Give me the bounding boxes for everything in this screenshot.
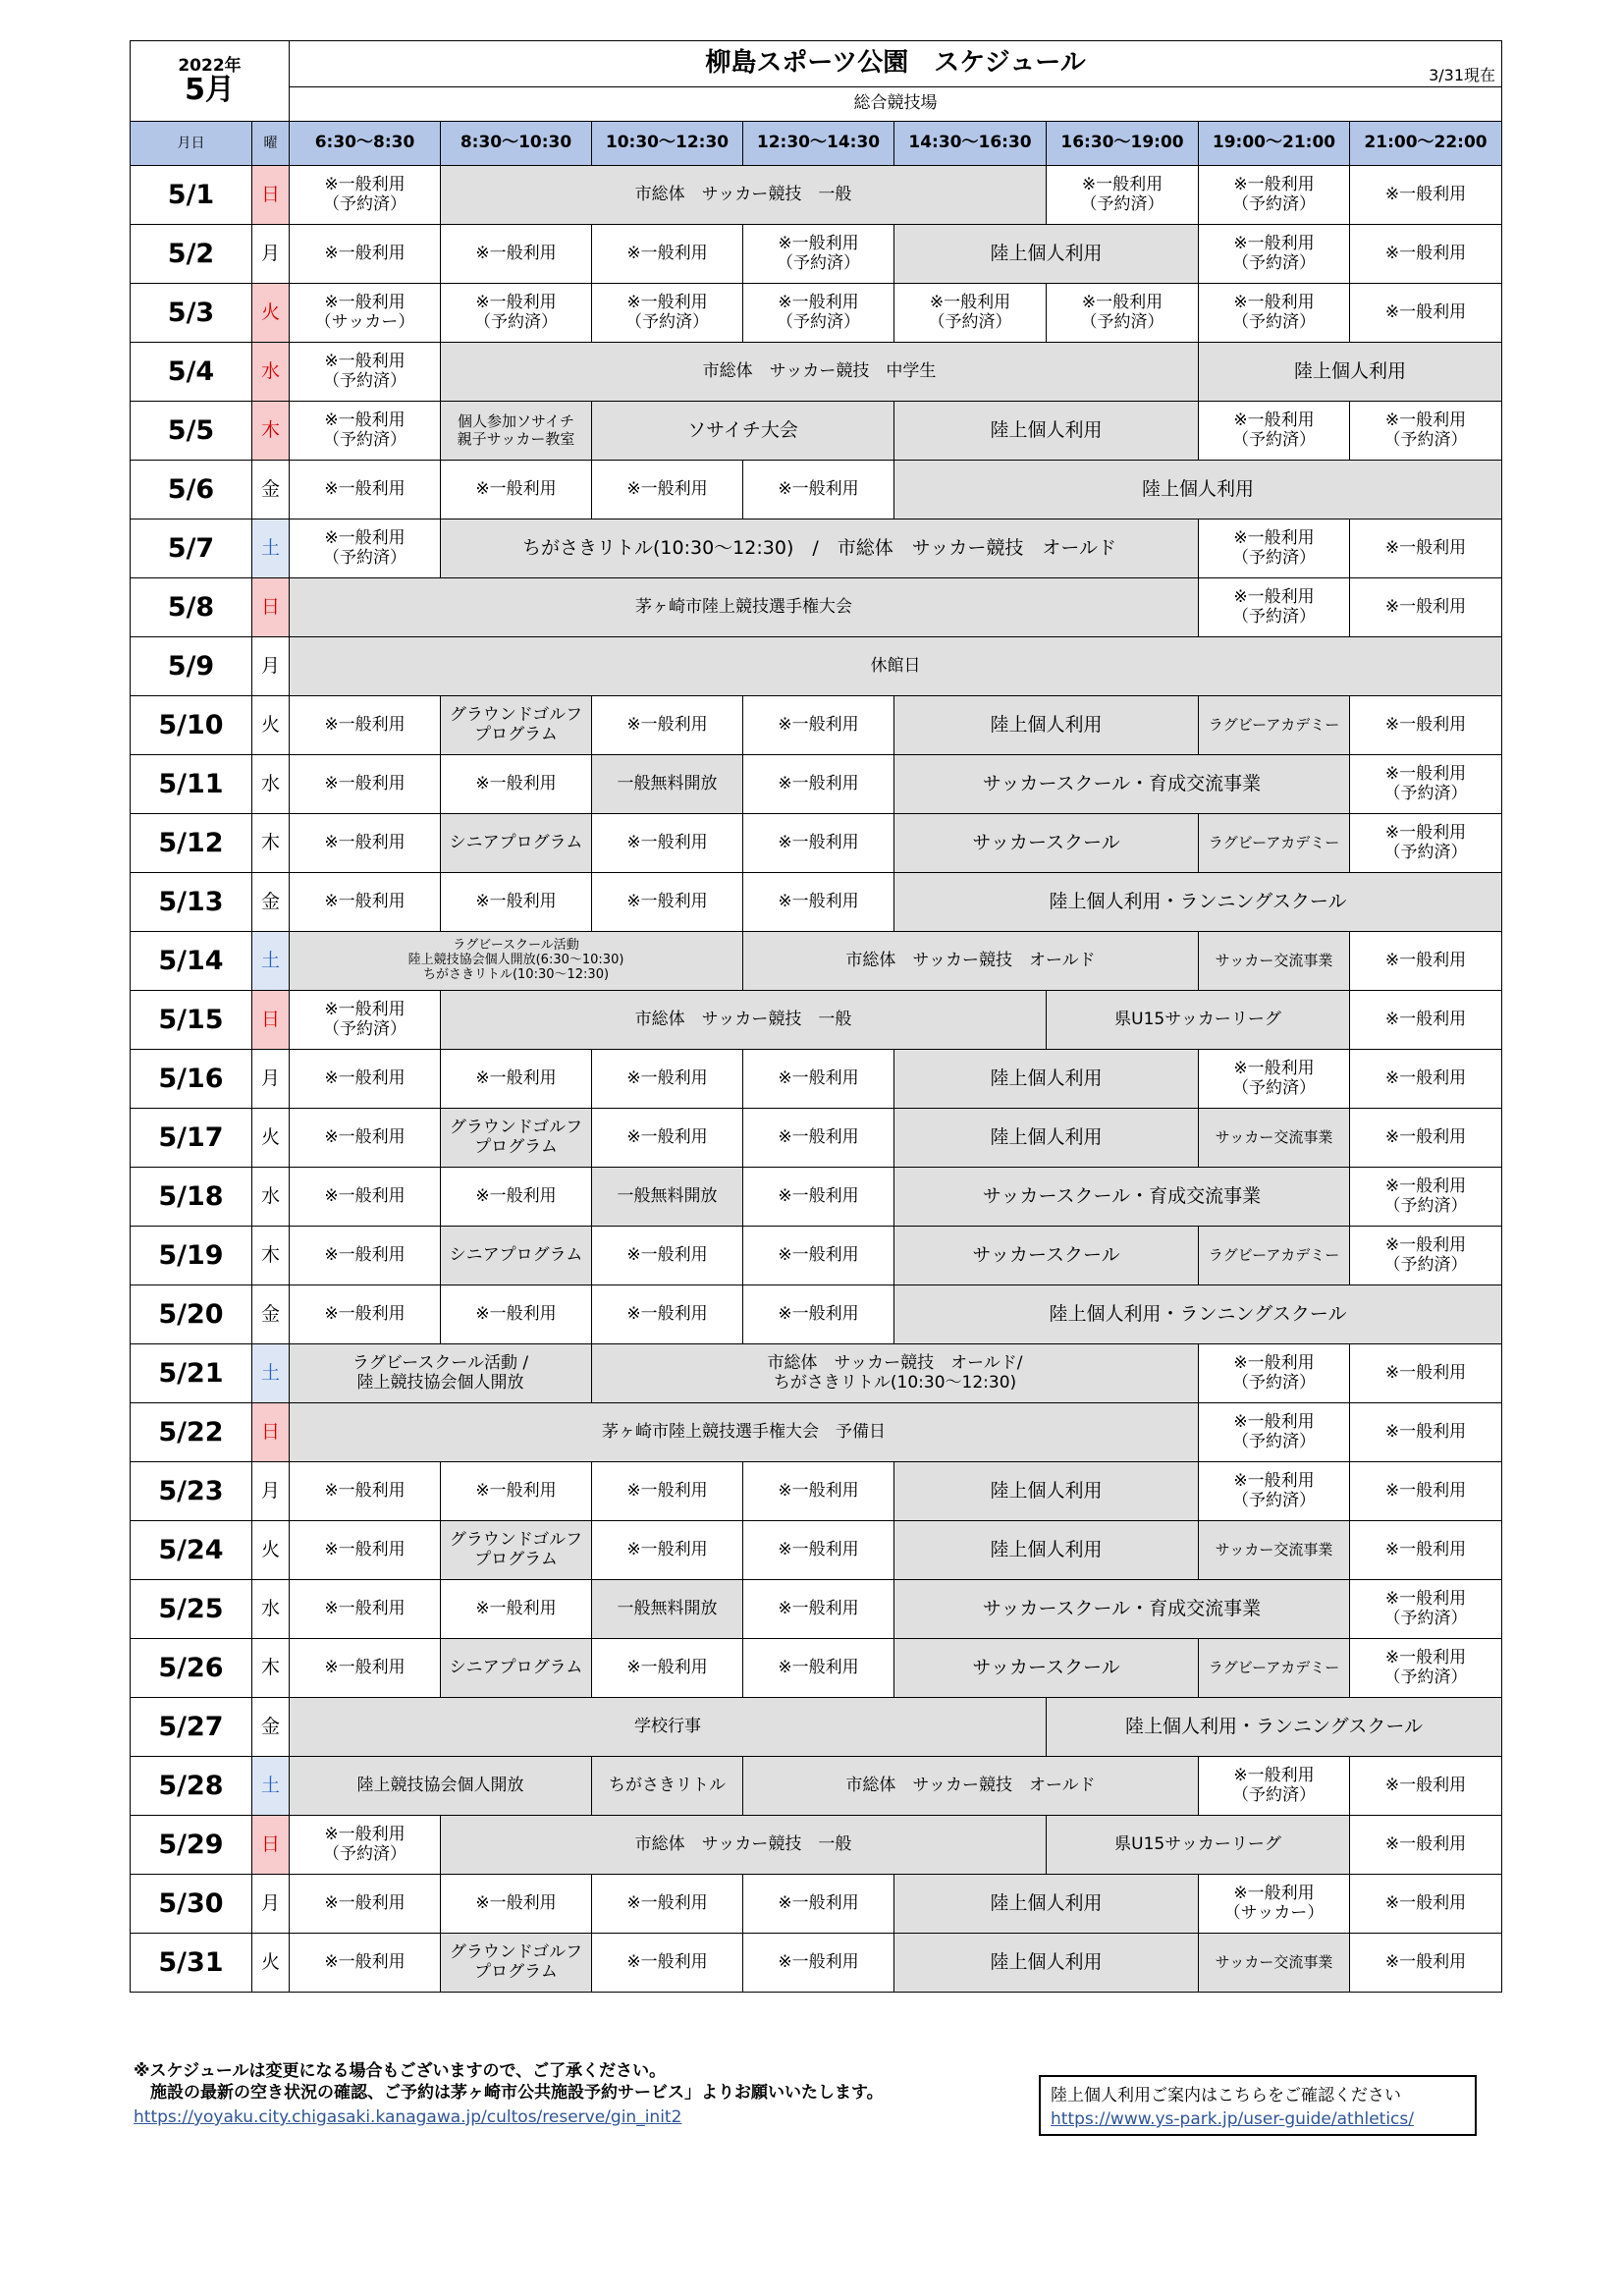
column-header-row [131, 122, 1502, 166]
slot-cell: ※一般利用 [743, 1050, 894, 1109]
slot-cell: ※一般利用 [1350, 225, 1502, 284]
event-cell: 市総体 サッカー競技 一般 [441, 1816, 1047, 1875]
schedule-row [131, 1698, 1502, 1757]
slot-cell: ※一般利用 [1350, 578, 1502, 637]
event-cell: 陸上個人利用 [894, 1934, 1199, 1993]
event-cell: 一般無料開放 [592, 1168, 743, 1227]
weekday-cell: 土 [252, 1757, 290, 1816]
date-cell: 5/21 [131, 1344, 252, 1403]
event-cell: サッカースクール・育成交流事業 [894, 1580, 1350, 1639]
slot-cell: ※一般利用 [592, 1462, 743, 1521]
slot-cell: ※一般利用 [441, 1875, 592, 1934]
slot-cell: ※一般利用 [592, 1875, 743, 1934]
schedule-row [131, 696, 1502, 755]
weekday-cell: 月 [252, 1050, 290, 1109]
date-cell: 5/25 [131, 1580, 252, 1639]
schedule-row [131, 873, 1502, 932]
schedule-row [131, 637, 1502, 696]
schedule-table [130, 40, 1502, 1993]
schedule-row [131, 1934, 1502, 1993]
event-cell: サッカー交流事業 [1199, 932, 1350, 991]
weekday-cell: 金 [252, 1698, 290, 1757]
schedule-row [131, 991, 1502, 1050]
weekday-cell: 土 [252, 1344, 290, 1403]
slot-cell: ※一般利用 [592, 1227, 743, 1285]
slot-cell: ※一般利用 （予約済） [1199, 166, 1350, 225]
slot-cell: ※一般利用 （予約済） [1199, 578, 1350, 637]
slot-cell: ※一般利用 [1350, 1875, 1502, 1934]
footer-notes [134, 2060, 1056, 2104]
slot-cell: ※一般利用 [592, 873, 743, 932]
slot-cell: ※一般利用 [290, 696, 441, 755]
slot-cell: ※一般利用 （予約済） [894, 284, 1047, 343]
weekday-cell: 木 [252, 1227, 290, 1285]
weekday-cell: 日 [252, 578, 290, 637]
event-cell: ラグビースクール活動 陸上競技協会個人開放(6:30～10:30) ちがさきリトル(10:30～12:30) [290, 932, 743, 991]
event-cell: ラグビーアカデミー [1199, 814, 1350, 873]
date-cell: 5/17 [131, 1109, 252, 1168]
slot-cell: ※一般利用 [1350, 932, 1502, 991]
weekday-cell: 月 [252, 1875, 290, 1934]
as-of-date: 3/31現在 [1429, 65, 1496, 84]
column-header-slot: 12:30～14:30 [743, 122, 894, 166]
slot-cell: ※一般利用 [1350, 1403, 1502, 1462]
slot-cell: ※一般利用 [290, 1639, 441, 1698]
event-cell: 茅ヶ崎市陸上競技選手権大会 [290, 578, 1199, 637]
event-cell: 陸上個人利用 [894, 1521, 1199, 1580]
event-cell: ラグビースクール活動 / 陸上競技協会個人開放 [290, 1344, 592, 1403]
event-cell: 一般無料開放 [592, 755, 743, 814]
weekday-cell: 日 [252, 166, 290, 225]
event-cell: サッカー交流事業 [1199, 1109, 1350, 1168]
schedule-row [131, 461, 1502, 519]
slot-cell: ※一般利用 [290, 225, 441, 284]
schedule-row [131, 284, 1502, 343]
year-label: 2022年 [178, 56, 242, 77]
event-cell: グラウンドゴルフ プログラム [441, 1109, 592, 1168]
slot-cell: ※一般利用 （予約済） [290, 343, 441, 402]
schedule-row [131, 1462, 1502, 1521]
event-cell: シニアプログラム [441, 1227, 592, 1285]
slot-cell: ※一般利用 （予約済） [743, 284, 894, 343]
slot-cell: ※一般利用 [290, 1580, 441, 1639]
event-cell: 陸上個人利用・ランニングスクール [894, 1285, 1502, 1344]
month-label: 5月 [185, 72, 235, 107]
slot-cell: ※一般利用 [743, 696, 894, 755]
date-cell: 5/26 [131, 1639, 252, 1698]
event-cell: 陸上個人利用 [894, 1875, 1199, 1934]
date-cell: 5/4 [131, 343, 252, 402]
date-cell: 5/23 [131, 1462, 252, 1521]
slot-cell: ※一般利用 [743, 873, 894, 932]
column-header-slot: 6:30～8:30 [290, 122, 441, 166]
event-cell: 陸上個人利用 [894, 1109, 1199, 1168]
slot-cell: ※一般利用 [592, 814, 743, 873]
weekday-cell: 火 [252, 696, 290, 755]
slot-cell: ※一般利用 [441, 1580, 592, 1639]
event-cell: サッカースクール [894, 1227, 1199, 1285]
slot-cell: ※一般利用 [743, 1168, 894, 1227]
schedule-row [131, 1875, 1502, 1934]
slot-cell: ※一般利用 [441, 1168, 592, 1227]
column-header-slot: 16:30～19:00 [1047, 122, 1199, 166]
column-header-slot: 21:00～22:00 [1350, 122, 1502, 166]
date-cell: 5/14 [131, 932, 252, 991]
date-cell: 5/31 [131, 1934, 252, 1993]
schedule-row [131, 519, 1502, 578]
slot-cell: ※一般利用 [743, 1109, 894, 1168]
title-row [131, 41, 1502, 87]
schedule-row [131, 166, 1502, 225]
slot-cell: ※一般利用 [290, 1050, 441, 1109]
slot-cell: ※一般利用 [1350, 1521, 1502, 1580]
slot-cell: ※一般利用 [743, 1875, 894, 1934]
schedule-row [131, 402, 1502, 461]
date-cell: 5/10 [131, 696, 252, 755]
slot-cell: ※一般利用 [743, 755, 894, 814]
date-cell: 5/19 [131, 1227, 252, 1285]
slot-cell: ※一般利用 [290, 1109, 441, 1168]
slot-cell: ※一般利用 （サッカー） [290, 284, 441, 343]
event-cell: グラウンドゴルフ プログラム [441, 696, 592, 755]
weekday-cell: 土 [252, 932, 290, 991]
event-cell: 茅ヶ崎市陸上競技選手権大会 予備日 [290, 1403, 1199, 1462]
column-header-slot: 19:00～21:00 [1199, 122, 1350, 166]
slot-cell: ※一般利用 [441, 1285, 592, 1344]
schedule-row [131, 1050, 1502, 1109]
date-cell: 5/28 [131, 1757, 252, 1816]
event-cell: 市総体 サッカー競技 一般 [441, 991, 1047, 1050]
slot-cell: ※一般利用 （予約済） [1199, 225, 1350, 284]
slot-cell: ※一般利用 （予約済） [1199, 1757, 1350, 1816]
weekday-cell: 水 [252, 1580, 290, 1639]
event-cell: サッカースクール [894, 1639, 1199, 1698]
slot-cell: ※一般利用 [743, 1521, 894, 1580]
slot-cell: ※一般利用 （予約済） [1350, 1227, 1502, 1285]
slot-cell: ※一般利用 [592, 225, 743, 284]
slot-cell: ※一般利用 （予約済） [290, 166, 441, 225]
weekday-cell: 木 [252, 402, 290, 461]
event-cell: 市総体 サッカー競技 中学生 [441, 343, 1199, 402]
event-cell: 陸上個人利用・ランニングスクール [894, 873, 1502, 932]
slot-cell: ※一般利用 （サッカー） [1199, 1875, 1350, 1934]
slot-cell: ※一般利用 （予約済） [743, 225, 894, 284]
event-cell: 市総体 サッカー競技 オールド [743, 932, 1199, 991]
slot-cell: ※一般利用 （予約済） [1350, 814, 1502, 873]
schedule-row [131, 1403, 1502, 1462]
column-header-slot: 14:30～16:30 [894, 122, 1047, 166]
date-cell: 5/9 [131, 637, 252, 696]
slot-cell: ※一般利用 （予約済） [1199, 402, 1350, 461]
weekday-cell: 水 [252, 1168, 290, 1227]
event-cell: 陸上個人利用・ランニングスクール [1047, 1698, 1502, 1757]
slot-cell: ※一般利用 [1350, 284, 1502, 343]
date-cell: 5/2 [131, 225, 252, 284]
event-cell: サッカースクール [894, 814, 1199, 873]
date-cell: 5/16 [131, 1050, 252, 1109]
slot-cell: ※一般利用 [592, 1109, 743, 1168]
slot-cell: ※一般利用 [743, 461, 894, 519]
weekday-cell: 木 [252, 1639, 290, 1698]
weekday-cell: 日 [252, 1403, 290, 1462]
event-cell: 一般無料開放 [592, 1580, 743, 1639]
slot-cell: ※一般利用 [743, 1639, 894, 1698]
weekday-cell: 火 [252, 1109, 290, 1168]
date-cell: 5/6 [131, 461, 252, 519]
schedule-row [131, 225, 1502, 284]
slot-cell: ※一般利用 [592, 461, 743, 519]
schedule-row [131, 1285, 1502, 1344]
slot-cell: ※一般利用 [290, 461, 441, 519]
weekday-cell: 月 [252, 225, 290, 284]
slot-cell: ※一般利用 [441, 1050, 592, 1109]
slot-cell: ※一般利用 [1350, 1816, 1502, 1875]
note-line-2: 施設の最新の空き状況の確認、ご予約は茅ヶ崎市公共施設予約サービス」よりお願いいたします。 [134, 2083, 884, 2104]
slot-cell: ※一般利用 （予約済） [1199, 1462, 1350, 1521]
slot-cell: ※一般利用 [743, 1580, 894, 1639]
slot-cell: ※一般利用 （予約済） [1350, 1639, 1502, 1698]
event-cell: 学校行事 [290, 1698, 1047, 1757]
event-cell: シニアプログラム [441, 1639, 592, 1698]
slot-cell: ※一般利用 [592, 1934, 743, 1993]
date-cell: 5/12 [131, 814, 252, 873]
slot-cell: ※一般利用 （予約済） [1350, 1580, 1502, 1639]
slot-cell: ※一般利用 [592, 1521, 743, 1580]
event-cell: 県U15サッカーリーグ [1047, 991, 1350, 1050]
slot-cell: ※一般利用 （予約済） [1047, 166, 1199, 225]
slot-cell: ※一般利用 [1350, 991, 1502, 1050]
weekday-cell: 木 [252, 814, 290, 873]
slot-cell: ※一般利用 [441, 873, 592, 932]
slot-cell: ※一般利用 （予約済） [290, 402, 441, 461]
note-line-1: ※スケジュールは変更になる場合もございますので、ご了承ください。 [134, 2061, 667, 2081]
weekday-cell: 金 [252, 873, 290, 932]
date-cell: 5/18 [131, 1168, 252, 1227]
weekday-cell: 水 [252, 755, 290, 814]
weekday-cell: 金 [252, 1285, 290, 1344]
slot-cell: ※一般利用 （予約済） [1350, 402, 1502, 461]
weekday-cell: 土 [252, 519, 290, 578]
event-cell: ラグビーアカデミー [1199, 1227, 1350, 1285]
event-cell: ソサイチ大会 [592, 402, 894, 461]
schedule-row [131, 1109, 1502, 1168]
weekday-cell: 火 [252, 1521, 290, 1580]
slot-cell: ※一般利用 [290, 1227, 441, 1285]
year-month-cell [131, 41, 290, 122]
slot-cell: ※一般利用 [290, 1934, 441, 1993]
slot-cell: ※一般利用 （予約済） [290, 991, 441, 1050]
date-cell: 5/8 [131, 578, 252, 637]
event-cell: 陸上個人利用 [894, 402, 1199, 461]
weekday-cell: 水 [252, 343, 290, 402]
event-cell: 市総体 サッカー競技 オールド/ ちがさきリトル(10:30～12:30) [592, 1344, 1199, 1403]
slot-cell: ※一般利用 [1350, 1109, 1502, 1168]
event-cell: 陸上個人利用 [894, 225, 1199, 284]
slot-cell: ※一般利用 [441, 1462, 592, 1521]
slot-cell: ※一般利用 （予約済） [1350, 755, 1502, 814]
event-cell: 陸上個人利用 [894, 1462, 1199, 1521]
column-header-slot: 8:30～10:30 [441, 122, 592, 166]
event-cell: 市総体 サッカー競技 一般 [441, 166, 1047, 225]
event-cell: ラグビーアカデミー [1199, 1639, 1350, 1698]
date-cell: 5/15 [131, 991, 252, 1050]
slot-cell: ※一般利用 [743, 1934, 894, 1993]
date-cell: 5/29 [131, 1816, 252, 1875]
event-cell: 陸上個人利用 [894, 1050, 1199, 1109]
date-cell: 5/5 [131, 402, 252, 461]
slot-cell: ※一般利用 [441, 461, 592, 519]
event-cell: ちがさきリトル [592, 1757, 743, 1816]
slot-cell: ※一般利用 （予約済） [1199, 284, 1350, 343]
weekday-cell: 火 [252, 1934, 290, 1993]
weekday-cell: 月 [252, 1462, 290, 1521]
column-header-date: 月日 [131, 122, 252, 166]
event-cell: グラウンドゴルフ プログラム [441, 1934, 592, 1993]
schedule-row [131, 755, 1502, 814]
schedule-row [131, 932, 1502, 991]
column-header-dow: 曜 [252, 122, 290, 166]
schedule-row [131, 1816, 1502, 1875]
schedule-row [131, 1639, 1502, 1698]
athletics-info-text: 陸上個人利用ご案内はこちらをご確認ください [1051, 2086, 1401, 2105]
page-title: 柳島スポーツ公園 スケジュール [705, 48, 1086, 79]
event-cell: シニアプログラム [441, 814, 592, 873]
schedule-row [131, 1757, 1502, 1816]
schedule-row [131, 1227, 1502, 1285]
slot-cell: ※一般利用 [441, 755, 592, 814]
slot-cell: ※一般利用 [743, 1462, 894, 1521]
schedule-row [131, 1344, 1502, 1403]
weekday-cell: 月 [252, 637, 290, 696]
athletics-info-box [1039, 2075, 1477, 2136]
slot-cell: ※一般利用 （予約済） [1199, 519, 1350, 578]
slot-cell: ※一般利用 （予約済） [290, 519, 441, 578]
reservation-link[interactable]: https://yoyaku.city.chigasaki.kanagawa.jp/cultos/reserve/gin_init2 [134, 2107, 682, 2127]
event-cell: サッカースクール・育成交流事業 [894, 755, 1350, 814]
event-cell: 陸上競技協会個人開放 [290, 1757, 592, 1816]
slot-cell: ※一般利用 [1350, 1462, 1502, 1521]
slot-cell: ※一般利用 [1350, 1344, 1502, 1403]
slot-cell: ※一般利用 [1350, 166, 1502, 225]
slot-cell: ※一般利用 [290, 1285, 441, 1344]
slot-cell: ※一般利用 （予約済） [1350, 1168, 1502, 1227]
weekday-cell: 火 [252, 284, 290, 343]
slot-cell: ※一般利用 （予約済） [592, 284, 743, 343]
venue-row [131, 87, 1502, 122]
slot-cell: ※一般利用 [1350, 1050, 1502, 1109]
event-cell: 休館日 [290, 637, 1502, 696]
schedule-row [131, 578, 1502, 637]
date-cell: 5/24 [131, 1521, 252, 1580]
schedule-row [131, 343, 1502, 402]
event-cell: グラウンドゴルフ プログラム [441, 1521, 592, 1580]
title-cell [290, 41, 1502, 87]
slot-cell: ※一般利用 [290, 755, 441, 814]
slot-cell: ※一般利用 [290, 1875, 441, 1934]
date-cell: 5/3 [131, 284, 252, 343]
event-cell: ラグビーアカデミー [1199, 696, 1350, 755]
slot-cell: ※一般利用 [1350, 696, 1502, 755]
date-cell: 5/30 [131, 1875, 252, 1934]
slot-cell: ※一般利用 [592, 696, 743, 755]
slot-cell: ※一般利用 [743, 1285, 894, 1344]
slot-cell: ※一般利用 [290, 1521, 441, 1580]
slot-cell: ※一般利用 [290, 1168, 441, 1227]
slot-cell: ※一般利用 （予約済） [1199, 1403, 1350, 1462]
date-cell: 5/7 [131, 519, 252, 578]
slot-cell: ※一般利用 [743, 814, 894, 873]
event-cell: 陸上個人利用 [1199, 343, 1502, 402]
date-cell: 5/22 [131, 1403, 252, 1462]
event-cell: サッカー交流事業 [1199, 1521, 1350, 1580]
event-cell: 陸上個人利用 [894, 696, 1199, 755]
schedule-row [131, 1580, 1502, 1639]
slot-cell: ※一般利用 [592, 1639, 743, 1698]
slot-cell: ※一般利用 （予約済） [1199, 1050, 1350, 1109]
slot-cell: ※一般利用 （予約済） [441, 284, 592, 343]
slot-cell: ※一般利用 （予約済） [290, 1816, 441, 1875]
schedule-row [131, 1168, 1502, 1227]
venue-label: 総合競技場 [290, 87, 1502, 122]
slot-cell: ※一般利用 [1350, 519, 1502, 578]
event-cell: ちがさきリトル(10:30～12:30) / 市総体 サッカー競技 オールド [441, 519, 1199, 578]
slot-cell: ※一般利用 [743, 1227, 894, 1285]
slot-cell: ※一般利用 （予約済） [1199, 1344, 1350, 1403]
event-cell: サッカースクール・育成交流事業 [894, 1168, 1350, 1227]
date-cell: 5/13 [131, 873, 252, 932]
schedule-row [131, 814, 1502, 873]
athletics-guide-link[interactable]: https://www.ys-park.jp/user-guide/athletics/ [1051, 2109, 1414, 2129]
slot-cell: ※一般利用 [592, 1285, 743, 1344]
schedule-row [131, 1521, 1502, 1580]
slot-cell: ※一般利用 [290, 814, 441, 873]
slot-cell: ※一般利用 [592, 1050, 743, 1109]
slot-cell: ※一般利用 [1350, 1757, 1502, 1816]
slot-cell: ※一般利用 （予約済） [1047, 284, 1199, 343]
weekday-cell: 金 [252, 461, 290, 519]
column-header-slot: 10:30～12:30 [592, 122, 743, 166]
event-cell: 陸上個人利用 [894, 461, 1502, 519]
slot-cell: ※一般利用 [290, 873, 441, 932]
date-cell: 5/27 [131, 1698, 252, 1757]
event-cell: サッカー交流事業 [1199, 1934, 1350, 1993]
event-cell: 県U15サッカーリーグ [1047, 1816, 1350, 1875]
slot-cell: ※一般利用 [441, 225, 592, 284]
slot-cell: ※一般利用 [290, 1462, 441, 1521]
weekday-cell: 日 [252, 1816, 290, 1875]
weekday-cell: 日 [252, 991, 290, 1050]
event-cell: 個人参加ソサイチ 親子サッカー教室 [441, 402, 592, 461]
date-cell: 5/1 [131, 166, 252, 225]
slot-cell: ※一般利用 [1350, 1934, 1502, 1993]
date-cell: 5/20 [131, 1285, 252, 1344]
event-cell: 市総体 サッカー競技 オールド [743, 1757, 1199, 1816]
date-cell: 5/11 [131, 755, 252, 814]
